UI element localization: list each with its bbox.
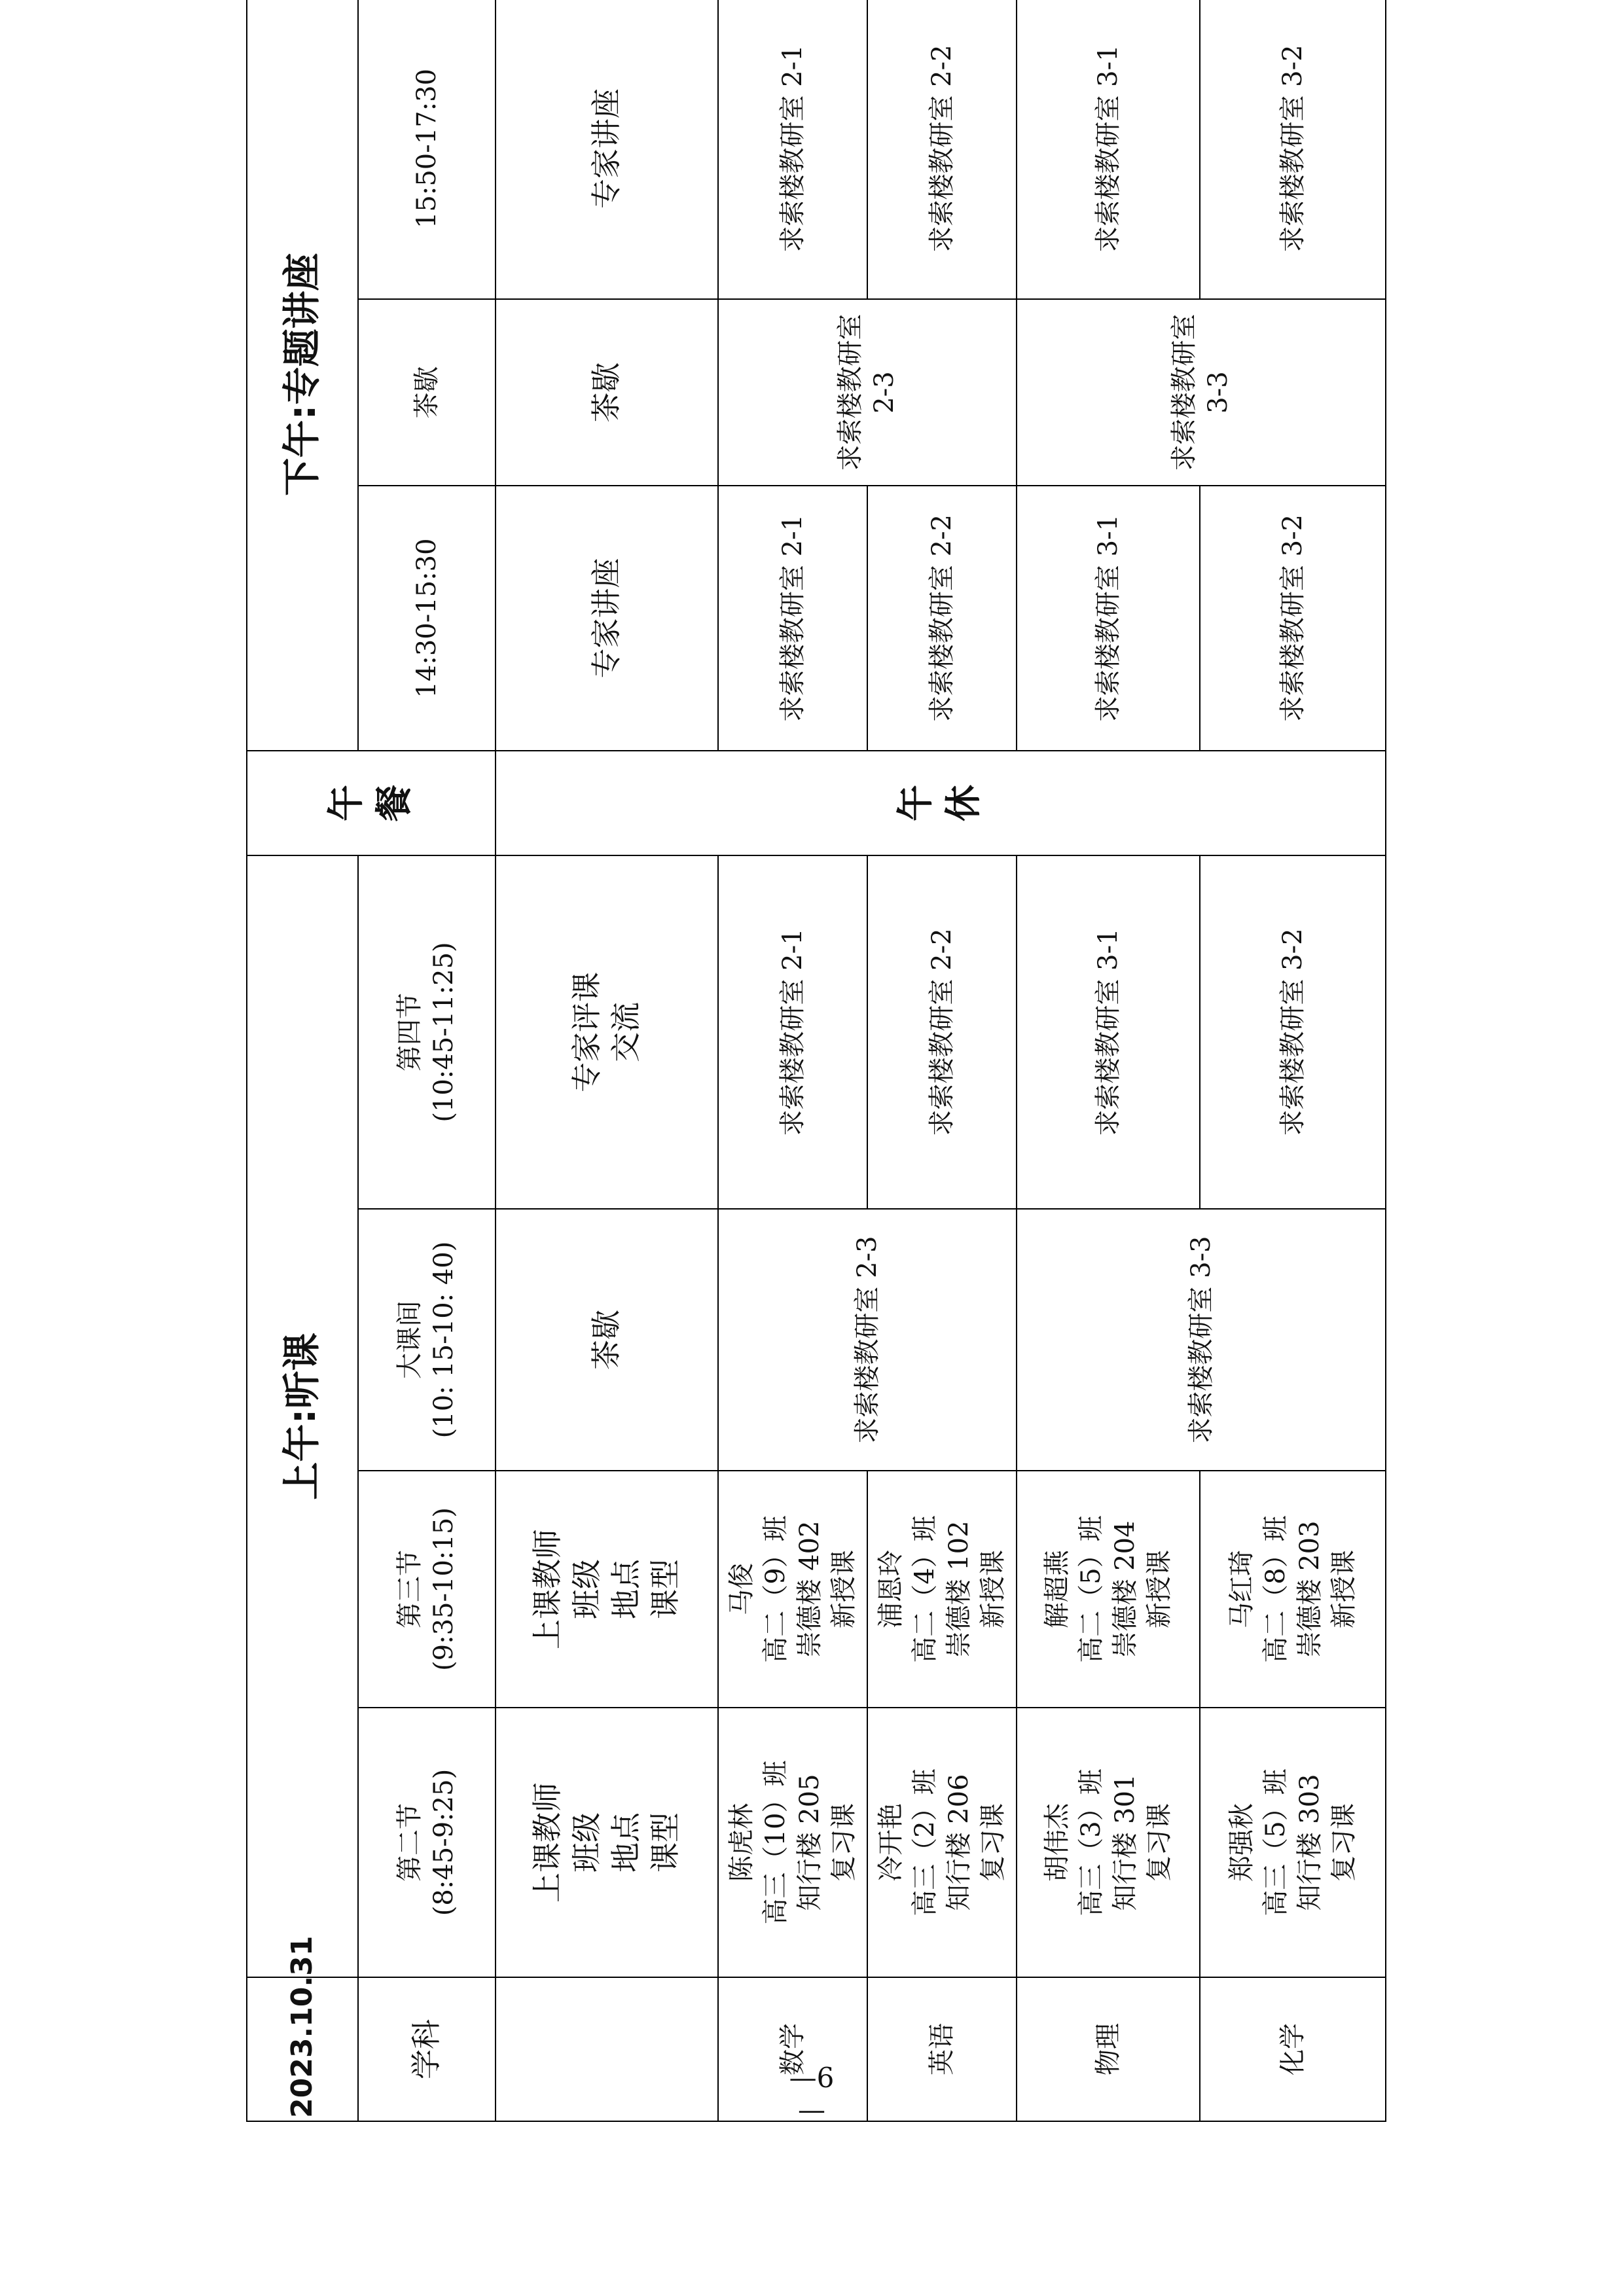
label-row bbox=[496, 0, 718, 2121]
schedule-table bbox=[246, 0, 1386, 2122]
header-row-1 bbox=[247, 0, 358, 2121]
p3-cell: 马红琦 高二（8）班 崇德楼 203 新授课 bbox=[1200, 1471, 1386, 1708]
table-row bbox=[718, 0, 867, 2121]
p2-cell: 胡伟杰 高三（3）班 知行楼 301 复习课 bbox=[1017, 1708, 1200, 1977]
lunch-header: 午 餐 bbox=[247, 751, 496, 855]
a1-cell: 求索楼教研室 2-2 bbox=[867, 486, 1017, 751]
a3-cell: 求索楼教研室 3-2 bbox=[1200, 0, 1386, 299]
break-label: 茶歇 bbox=[496, 1209, 718, 1471]
p4-label: 专家评课 交流 bbox=[496, 855, 718, 1209]
a3-cell: 求索楼教研室 2-1 bbox=[718, 0, 867, 299]
a1-cell: 求索楼教研室 3-1 bbox=[1017, 486, 1200, 751]
break-room-top: 求索楼教研室 2-3 bbox=[718, 1209, 1017, 1471]
a3-header: 15:50-17:30 bbox=[358, 0, 496, 299]
header-row-2 bbox=[358, 0, 496, 2121]
subject-cell: 化学 bbox=[1200, 1977, 1386, 2121]
a3-cell: 求索楼教研室 3-1 bbox=[1017, 0, 1200, 299]
a1-cell: 求索楼教研室 3-2 bbox=[1200, 486, 1386, 751]
p3-field-labels: 上课教师 班级 地点 课型 bbox=[496, 1471, 718, 1708]
p2-header: 第二节 (8:45-9:25) bbox=[358, 1708, 496, 1977]
a2-room-bottom: 求索楼教研室 3-3 bbox=[1017, 299, 1386, 486]
p3-cell: 浦恩玲 高二（4）班 崇德楼 102 新授课 bbox=[867, 1471, 1017, 1708]
afternoon-title: 下午:专题讲座 bbox=[247, 0, 358, 751]
a3-cell: 求索楼教研室 2-2 bbox=[867, 0, 1017, 299]
p3-cell: 解超燕 高二（5）班 崇德楼 204 新授课 bbox=[1017, 1471, 1200, 1708]
date-cell: 2023.10.31 bbox=[247, 1977, 358, 2121]
p2-field-labels: 上课教师 班级 地点 课型 bbox=[496, 1708, 718, 1977]
p3-cell: 马俊 高二（9）班 崇德楼 402 新授课 bbox=[718, 1471, 867, 1708]
p3-header: 第三节 (9:35-10:15) bbox=[358, 1471, 496, 1708]
subject-cell: 数学 bbox=[718, 1977, 867, 2121]
a2-room-top: 求索楼教研室 2-3 bbox=[718, 299, 1017, 486]
p4-cell: 求索楼教研室 2-1 bbox=[718, 855, 867, 1209]
p2-cell: 郑强秋 高三（5）班 知行楼 303 复习课 bbox=[1200, 1708, 1386, 1977]
p4-cell: 求索楼教研室 3-2 bbox=[1200, 855, 1386, 1209]
subject-cell: 物理 bbox=[1017, 1977, 1200, 2121]
a1-cell: 求索楼教研室 2-1 bbox=[718, 486, 867, 751]
a1-header: 14:30-15:30 bbox=[358, 486, 496, 751]
a3-label: 专家讲座 bbox=[496, 0, 718, 299]
table-row bbox=[1017, 0, 1200, 2121]
a2-label: 茶歇 bbox=[496, 299, 718, 486]
p2-cell: 陈虎林 高三（10）班 知行楼 205 复习课 bbox=[718, 1708, 867, 1977]
p4-cell: 求索楼教研室 3-1 bbox=[1017, 855, 1200, 1209]
a2-header: 茶歇 bbox=[358, 299, 496, 486]
page-number: —6— bbox=[789, 2062, 835, 2126]
morning-title: 上午:听课 bbox=[247, 855, 358, 1977]
a1-label: 专家讲座 bbox=[496, 486, 718, 751]
subject-cell: 英语 bbox=[867, 1977, 1017, 2121]
schedule-rotated-container bbox=[246, 45, 1359, 2122]
break-room-bottom: 求索楼教研室 3-3 bbox=[1017, 1209, 1386, 1471]
lunch-nap-column: 午 休 bbox=[496, 751, 1386, 855]
label-row-empty bbox=[496, 1977, 718, 2121]
p4-cell: 求索楼教研室 2-2 bbox=[867, 855, 1017, 1209]
subject-header: 学科 bbox=[358, 1977, 496, 2121]
break-header: 大课间 (10: 15-10: 40) bbox=[358, 1209, 496, 1471]
p4-header: 第四节 (10:45-11:25) bbox=[358, 855, 496, 1209]
p2-cell: 冷开艳 高三（2）班 知行楼 206 复习课 bbox=[867, 1708, 1017, 1977]
